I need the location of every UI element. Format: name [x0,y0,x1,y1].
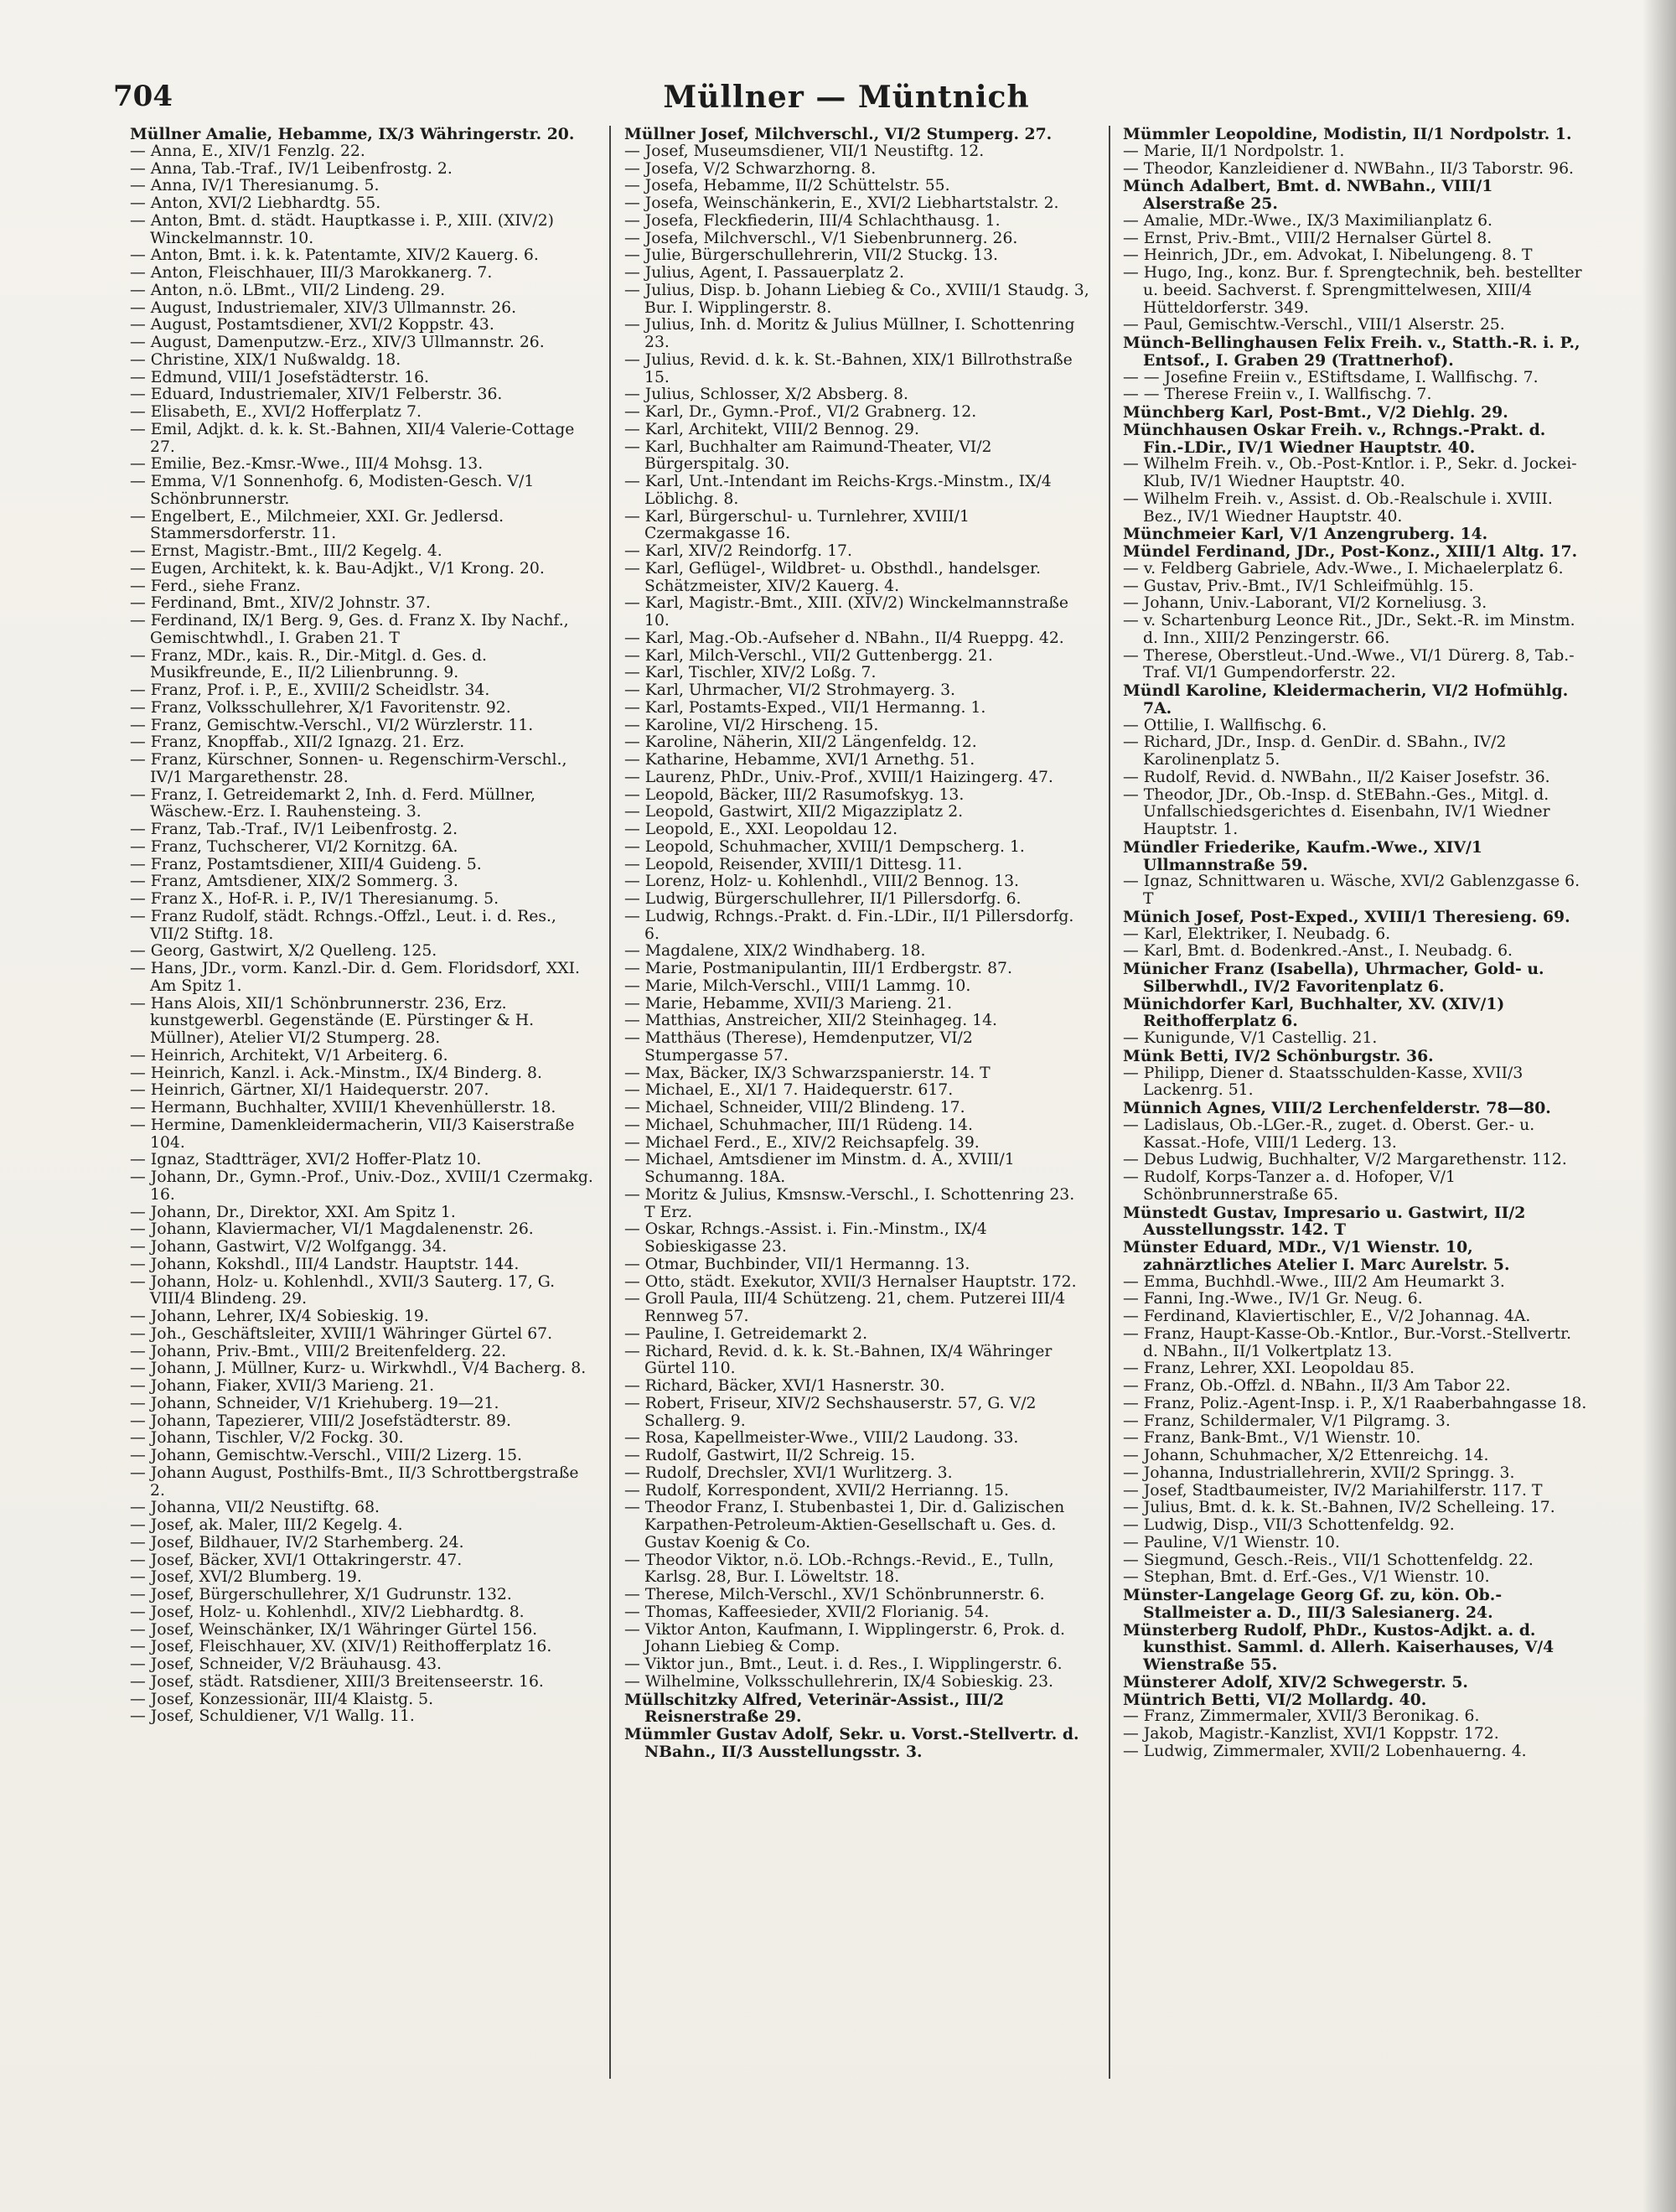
directory-entry: — Josef, Museumsdiener, VII/1 Neustiftg. 12. [624,142,985,160]
directory-entry: — Ludwig, Disp., VII/3 Schottenfeldg. 92. [1123,1516,1455,1534]
directory-entry: — Josef, ak. Maler, III/2 Kegelg. 4. [130,1516,403,1534]
directory-entry: — Ludwig, Zimmermaler, XVII/2 Lobenhauerng. 4. [1123,1742,1527,1760]
directory-entry: — Karl, Unt.-Intendant im Reichs-Krgs.-Minstm., IX/4 Löblichg. 8. [624,473,1052,508]
directory-entry: — Rosa, Kapellmeister-Wwe., VIII/2 Laudong. 33. [624,1429,1019,1448]
directory-entry: — Wilhelm Freih. v., Assist. d. Ob.-Realschule i. XVIII. Bez., IV/1 Wiedner Hauptstr. 40. [1123,490,1553,526]
directory-surname-entry: Münicher Franz (Isabella), Uhrmacher, Gold- u. Silberwhdl., IV/2 Favoritenplatz 6. [1123,960,1544,996]
directory-entry: — Robert, Friseur, XIV/2 Sechshauserstr. 57, G. V/2 Schallerg. 9. [624,1394,1037,1430]
directory-entry: — Julius, Bmt. d. k. k. St.-Bahnen, IV/2 Schelleing. 17. [1123,1499,1555,1517]
directory-entry: — Karl, XIV/2 Reindorfg. 17. [624,542,852,560]
directory-entry: — Julius, Inh. d. Moritz & Julius Müllner, I. Schottenring 23. [624,316,1075,351]
directory-entry: — Fanni, Ing.-Wwe., IV/1 Gr. Neug. 6. [1123,1290,1423,1308]
directory-surname-entry: Münster-Langelage Georg Gf. zu, kön. Ob.-Stallmeister a. D., III/3 Salesianerg. 24. [1123,1586,1503,1622]
directory-entry: — Marie, Postmanipulantin, III/1 Erdbergstr. 87. [624,960,1012,977]
directory-entry: — Otto, städt. Exekutor, XVII/3 Hernalser Hauptstr. 172. [624,1272,1077,1291]
directory-entry: — Rudolf, Korps-Tanzer a. d. Hofoper, V/1 Schönbrunnerstraße 65. [1123,1168,1456,1204]
directory-entry: — Theodor, JDr., Ob.-Insp. d. StEBahn.-Ges., Mitgl. d. Unfallschiedsgerichtes d. Eisenbahn, IV/1 Wiedner Hauptstr. 1. [1123,785,1550,838]
directory-entry: — Franz, Tab.-Traf., IV/1 Leibenfrostg. 2. [130,821,458,838]
directory-surname-entry: Münchhausen Oskar Freih. v., Rchngs.-Prakt. d. Fin.-LDir., IV/1 Wiedner Hauptstr. 40. [1123,420,1546,457]
directory-entry: — Franz, Ob.-Offzl. d. NBahn., II/3 Am Tabor 22. [1123,1377,1511,1395]
directory-entry: — Johann, Kokshdl., III/4 Landstr. Hauptstr. 144. [130,1255,520,1273]
directory-surname-entry: Müllner Amalie, Hebamme, IX/3 Währingerstr. 20. [130,126,575,143]
directory-entry: — Josef, Schneider, V/2 Bräuhausg. 43. [130,1655,442,1673]
directory-entry: — Karoline, Näherin, XII/2 Längenfeldg. 12. [624,733,977,752]
directory-entry: — Josef, Stadtbaumeister, IV/2 Mariahilferstr. 117. T [1123,1481,1543,1500]
directory-entry: — Leopold, Bäcker, III/2 Rasumofskyg. 13. [624,785,965,804]
directory-entry: — Richard, Bäcker, XVI/1 Hasnerstr. 30. [624,1377,945,1395]
directory-entry: — Anna, Tab.-Traf., IV/1 Leibenfrostg. 2. [130,159,453,178]
directory-entry: — Ottilie, I. Wallfischg. 6. [1123,716,1327,734]
directory-entry: — Josef, XVI/2 Blumberg. 19. [130,1568,362,1587]
directory-surname-entry: Münch Adalbert, Bmt. d. NWBahn., VIII/1 Alserstraße 25. [1123,177,1493,213]
directory-entry: — Michael Ferd., E., XIV/2 Reichsapfelg. 39. [624,1133,980,1152]
directory-entry: — Franz, Lehrer, XXI. Leopoldau 85. [1123,1360,1415,1378]
directory-entry: — Pauline, I. Getreidemarkt 2. [624,1324,868,1343]
directory-entry: — Rudolf, Drechsler, XVI/1 Wurlitzerg. 3. [624,1463,953,1482]
directory-entry: — Amalie, MDr.-Wwe., IX/3 Maximilianplatz 6. [1123,211,1493,230]
page-header [113,80,1580,122]
directory-entry: — Julius, Revid. d. k. k. St.-Bahnen, XIX/1 Billrothstraße 15. [624,350,1073,386]
directory-entry: — Julius, Agent, I. Passauerplatz 2. [624,264,904,282]
directory-entry: — Rudolf, Gastwirt, II/2 Schreig. 15. [624,1447,915,1464]
directory-entry: — Karl, Postamts-Exped., VII/1 Hermanng. 1. [624,698,986,717]
directory-entry: — Johann, Dr., Direktor, XXI. Am Spitz 1. [130,1203,456,1221]
directory-entry: — Viktor Anton, Kaufmann, I. Wipplingerstr. 6, Prok. d. Johann Liebieg & Comp. [624,1620,1065,1656]
directory-entry: — Eugen, Architekt, k. k. Bau-Adjkt., V/1 Krong. 20. [130,559,545,578]
directory-entry: — Heinrich, Gärtner, XI/1 Haidequerstr. 207. [130,1081,489,1100]
directory-entry: — Johann, Gemischtw.-Verschl., VIII/2 Lizerg. 15. [130,1447,523,1464]
directory-entry: — Karl, Bürgerschul- u. Turnlehrer, XVIII/1 Czermakgasse 16. [624,507,970,543]
directory-entry: — Leopold, Schuhmacher, XVIII/1 Dempscherg. 1. [624,837,1025,856]
directory-entry: — Franz, Knopffab., XII/2 Ignazg. 21. Erz. [130,733,465,752]
directory-surname-entry: Mümmler Gustav Adolf, Sekr. u. Vorst.-Stellvertr. d. NBahn., II/3 Ausstellungsstr. 3. [624,1725,1079,1761]
directory-entry: — Anton, XVI/2 Liebhardtg. 55. [130,194,381,212]
directory-entry: — Groll Paula, III/4 Schützeng. 21, chem. Putzerei III/4 Rennweg 57. [624,1290,1066,1325]
directory-surname-entry: Mündel Ferdinand, JDr., Post-Konz., XIII/1 Altg. 17. [1123,542,1578,561]
directory-entry: — Josefa, V/2 Schwarzhorng. 8. [624,159,877,178]
directory-entry: — Ladislaus, Ob.-LGer.-R., zuget. d. Oberst. Ger.- u. Kassat.-Hofe, VIII/1 Lederg. 13. [1123,1116,1535,1152]
directory-entry: — Karl, Magistr.-Bmt., XIII. (XIV/2) Winckelmannstraße 10. [624,594,1068,629]
directory-entry: — Josefa, Fleckfiederin, III/4 Schlachthausg. 1. [624,211,1001,230]
directory-entry: — Thomas, Kaffeesieder, XVII/2 Florianig. 54. [624,1603,990,1621]
directory-entry: — Franz, Volksschullehrer, X/1 Favoritenstr. 92. [130,698,511,717]
directory-surname-entry: Müllschitzky Alfred, Veterinär-Assist., III/2 Reisnerstraße 29. [624,1690,1005,1727]
directory-entry: — Richard, JDr., Insp. d. GenDir. d. SBahn., IV/2 Karolinenplatz 5. [1123,733,1507,769]
directory-entry: — Richard, Revid. d. k. k. St.-Bahnen, IX/4 Währinger Gürtel 110. [624,1342,1053,1378]
directory-entry: — Oskar, Rchngs.-Assist. i. Fin.-Minstm., IX/4 Sobieskigasse 23. [624,1220,987,1256]
directory-entry: — Emil, Adjkt. d. k. k. St.-Bahnen, XII/4 Valerie-Cottage 27. [130,420,575,456]
directory-entry: — Johann, Dr., Gymn.-Prof., Univ.-Doz., XVIII/1 Czermakg. 16. [130,1168,593,1204]
directory-entry: — v. Feldberg Gabriele, Adv.-Wwe., I. Michaelerplatz 6. [1123,559,1564,578]
column-divider [609,126,611,2079]
directory-entry: — — Therese Freiin v., I. Wallfischg. 7. [1123,386,1432,404]
directory-entry: — Julius, Disp. b. Johann Liebieg & Co., XVIII/1 Staudg. 3, Bur. I. Wipplingerstr. 8. [624,281,1089,317]
directory-entry: — Wilhelmine, Volksschullehrerin, IX/4 Sobieskig. 23. [624,1672,1053,1691]
directory-surname-entry: Müntrich Betti, VI/2 Mollardg. 40. [1123,1690,1427,1709]
directory-entry: — Franz, Tuchscherer, VI/2 Kornitzg. 6A. [130,837,458,856]
directory-surname-entry: Mündl Karoline, Kleidermacherin, VI/2 Hofmühlg. 7A. [1123,681,1569,717]
directory-entry: — Anton, Fleischhauer, III/3 Marokkanerg. 7. [130,264,493,282]
directory-entry: — Wilhelm Freih. v., Ob.-Post-Kntlor. i. P., Sekr. d. Jockei-Klub, IV/1 Wiedner Hauptstr. 40. [1123,455,1577,490]
directory-entry: — Karl, Elektriker, I. Neubadg. 6. [1123,925,1391,943]
column-3 [1123,126,1588,2095]
directory-entry: — Karl, Mag.-Ob.-Aufseher d. NBahn., II/4 Rueppg. 42. [624,629,1064,647]
directory-entry: — Rudolf, Korrespondent, XVII/2 Herrianng. 15. [624,1481,1009,1500]
scan-edge-shadow [1642,0,1676,2212]
directory-columns [130,126,1596,2095]
directory-entry: — Elisabeth, E., XVI/2 Hofferplatz 7. [130,403,422,421]
directory-entry: — Hugo, Ing., konz. Bur. f. Sprengtechnik, beh. bestellter u. beeid. Sachverst. f. Sprengmittelwesen, XIII/4 Hütteldorferstr. 349. [1123,264,1582,317]
directory-entry: — August, Damenputzw.-Erz., XIV/3 Ullmannstr. 26. [130,334,545,351]
directory-entry: — August, Industriemaler, XIV/3 Ullmannstr. 26. [130,298,517,317]
directory-entry: — Debus Ludwig, Buchhalter, V/2 Margarethenstr. 112. [1123,1151,1567,1169]
directory-entry: — Michael, E., XI/1 7. Haidequerstr. 617. [624,1081,954,1100]
directory-entry: — Johann, Schneider, V/1 Kriehuberg. 19—21. [130,1394,499,1412]
directory-entry: — Pauline, V/1 Wienstr. 10. [1123,1533,1340,1552]
directory-entry: — v. Schartenburg Leonce Rit., JDr., Sekt.-R. im Minstm. d. Inn., XIII/2 Penzingerstr. 66. [1123,612,1575,647]
directory-entry: — Anna, E., XIV/1 Fenzlg. 22. [130,142,365,160]
running-head: Müllner — Müntnich [663,80,1030,115]
directory-entry: — Eduard, Industriemaler, XIV/1 Felberstr. 36. [130,386,503,404]
directory-surname-entry: Müllner Josef, Milchverschl., VI/2 Stumperg. 27. [624,126,1053,143]
column-2 [624,126,1089,2095]
directory-entry: — Engelbert, E., Milchmeier, XXI. Gr. Jedlersd. Stammersdorferstr. 11. [130,507,504,543]
directory-entry: — Jakob, Magistr.-Kanzlist, XVI/1 Koppstr. 172. [1123,1725,1499,1743]
directory-entry: — Karl, Dr., Gymn.-Prof., VI/2 Grabnerg. 12. [624,403,977,421]
directory-entry: — Stephan, Bmt. d. Erf.-Ges., V/1 Wienstr. 10. [1123,1568,1490,1587]
directory-entry: — Johann, Univ.-Laborant, VI/2 Korneliusg. 3. [1123,594,1487,613]
directory-entry: — Leopold, Reisender, XVIII/1 Dittesg. 11. [624,855,963,873]
directory-entry: — Franz, Amtsdiener, XIX/2 Sommerg. 3. [130,873,458,891]
directory-entry: — Johann, Priv.-Bmt., VIII/2 Breitenfelderg. 22. [130,1342,507,1360]
directory-entry: — Georg, Gastwirt, X/2 Quelleng. 125. [130,942,437,961]
directory-entry: — Johann, Fiaker, XVII/3 Marieng. 21. [130,1377,435,1395]
directory-surname-entry: Münsterberg Rudolf, PhDr., Kustos-Adjkt. a. d. kunsthist. Samml. d. Allerh. Kaiserhauses, V/4 Wienstraße 55. [1123,1620,1554,1674]
directory-entry: — Johann, Tapezierer, VIII/2 Josefstädterstr. 89. [130,1412,511,1430]
directory-entry: — Julius, Schlosser, X/2 Absberg. 8. [624,386,908,404]
directory-entry: — Anton, Bmt. i. k. k. Patentamte, XIV/2 Kauerg. 6. [130,246,539,265]
directory-entry: — Hans Alois, XII/1 Schönbrunnerstr. 236, Erz. kunstgewerbl. Gegenstände (E. Pürstinger & H. Müllner), Atelier VI/2 Stumperg. 28. [130,994,535,1047]
directory-entry: — Lorenz, Holz- u. Kohlenhdl., VIII/2 Bennog. 13. [624,873,1019,891]
directory-surname-entry: Münk Betti, IV/2 Schönburgstr. 36. [1123,1046,1434,1065]
directory-entry: — Siegmund, Gesch.-Reis., VII/1 Schottenfeldg. 22. [1123,1551,1534,1569]
directory-entry: — — Josefine Freiin v., EStiftsdame, I. Wallfischg. 7. [1123,368,1539,386]
directory-surname-entry: Münster Eduard, MDr., V/1 Wienstr. 10, zahnärztliches Atelier I. Marc Aurelstr. 5. [1123,1238,1510,1274]
directory-entry: — Anton, Bmt. d. städt. Hauptkasse i. P., XIII. (XIV/2) Winckelmannstr. 10. [130,211,554,247]
directory-entry: — Philipp, Diener d. Staatsschulden-Kasse, XVII/3 Lackenrg. 51. [1123,1064,1523,1100]
directory-entry: — Franz, Kürschner, Sonnen- u. Regenschirm-Verschl., IV/1 Margarethenstr. 28. [130,751,567,786]
directory-entry: — Johann August, Posthilfs-Bmt., II/3 Schrottbergstraße 2. [130,1463,579,1500]
directory-entry: — Ignaz, Stadtträger, XVI/2 Hoffer-Platz 10. [130,1151,482,1169]
directory-entry: — Emilie, Bez.-Kmsr.-Wwe., III/4 Mohsg. 13. [130,455,484,474]
directory-surname-entry: Münchmeier Karl, V/1 Anzengruberg. 14. [1123,525,1488,544]
directory-entry: — Hans, JDr., vorm. Kanzl.-Dir. d. Gem. Floridsdorf, XXI. Am Spitz 1. [130,960,580,995]
directory-entry: — Franz X., Hof-R. i. P., IV/1 Theresianumg. 5. [130,890,499,908]
directory-entry: — Ernst, Priv.-Bmt., VIII/2 Hernalser Gürtel 8. [1123,229,1492,247]
directory-entry: — Heinrich, Architekt, V/1 Arbeiterg. 6. [130,1046,448,1065]
column-divider [1109,126,1110,2079]
directory-entry: — Franz, Postamtsdiener, XIII/4 Guideng. 5. [130,855,482,873]
directory-entry: — Karl, Milch-Verschl., VII/2 Guttenbergg. 21. [624,646,993,665]
directory-entry: — Christine, XIX/1 Nußwaldg. 18. [130,350,401,369]
directory-entry: — Ferdinand, Bmt., XIV/2 Johnstr. 37. [130,594,431,613]
directory-entry: — Hermine, Damenkleidermacherin, VII/3 Kaiserstraße 104. [130,1116,575,1152]
directory-entry: — Julie, Bürgerschullehrerin, VII/2 Stuckg. 13. [624,246,999,265]
directory-entry: — Johanna, Industriallehrerin, XVII/2 Springg. 3. [1123,1463,1515,1482]
directory-entry: — Josef, Schuldiener, V/1 Wallg. 11. [130,1707,415,1726]
directory-entry: — Ludwig, Bürgerschullehrer, II/1 Pillersdorfg. 6. [624,890,1022,908]
directory-entry: — Viktor jun., Bmt., Leut. i. d. Res., I. Wipplingerstr. 6. [624,1655,1063,1673]
directory-entry: — Johanna, VII/2 Neustiftg. 68. [130,1499,380,1517]
directory-entry: — Johann, Holz- u. Kohlenhdl., XVII/3 Sauterg. 17, G. VIII/4 Blindeng. 29. [130,1272,556,1308]
directory-entry: — Marie, Hebamme, XVII/3 Marieng. 21. [624,994,953,1013]
directory-entry: — Franz, Haupt-Kasse-Ob.-Kntlor., Bur.-Vorst.-Stellvertr. d. NBahn., II/1 Volkertplatz 13. [1123,1324,1572,1360]
directory-entry: — Paul, Gemischtw.-Verschl., VIII/1 Alserstr. 25. [1123,316,1505,334]
directory-entry: — Josef, Holz- u. Kohlenhdl., XIV/2 Liebhardtg. 8. [130,1603,525,1621]
directory-entry: — Ernst, Magistr.-Bmt., III/2 Kegelg. 4. [130,542,442,560]
directory-entry: — Theodor, Kanzleidiener d. NWBahn., II/3 Taborstr. 96. [1123,159,1574,178]
directory-entry: — Joh., Geschäftsleiter, XVIII/1 Währinger Gürtel 67. [130,1324,553,1343]
directory-entry: — Laurenz, PhDr., Univ.-Prof., XVIII/1 Haizingerg. 47. [624,768,1053,786]
directory-entry: — Karl, Architekt, VIII/2 Bennog. 29. [624,420,919,438]
directory-entry: — Johann, Lehrer, IX/4 Sobieskig. 19. [130,1308,429,1325]
directory-entry: — Michael, Amtsdiener im Minstm. d. A., XVIII/1 Schumanng. 18A. [624,1151,1015,1186]
directory-entry: — Johann, J. Müllner, Kurz- u. Wirkwhdl., V/4 Bacherg. 8. [130,1360,587,1378]
directory-entry: — Ludwig, Rchngs.-Prakt. d. Fin.-LDir., II/1 Pillersdorfg. 6. [624,907,1074,943]
directory-entry: — Johann, Klaviermacher, VI/1 Magdalenenstr. 26. [130,1220,534,1239]
directory-entry: — Josef, Bäcker, XVI/1 Ottakringerstr. 47. [130,1551,463,1569]
directory-entry: — Kunigunde, V/1 Castellig. 21. [1123,1029,1378,1047]
directory-entry: — Josefa, Weinschänkerin, E., XVI/2 Liebhartstalstr. 2. [624,194,1059,212]
directory-entry: — Therese, Milch-Verschl., XV/1 Schönbrunnerstr. 6. [624,1586,1045,1603]
directory-entry: — Karl, Geflügel-, Wildbret- u. Obsthdl., handelsger. Schätzmeister, XIV/2 Kauerg. 4. [624,559,1041,595]
directory-entry: — Franz, I. Getreidemarkt 2, Inh. d. Ferd. Müllner, Wäschew.-Erz. I. Rauhensteing. 3. [130,785,535,821]
directory-entry: — Anton, n.ö. LBmt., VII/2 Lindeng. 29. [130,281,446,299]
directory-entry: — Marie, Milch-Verschl., VIII/1 Lammg. 10. [624,976,971,995]
directory-entry: — Edmund, VIII/1 Josefstädterstr. 16. [130,368,430,386]
directory-entry: — Ignaz, Schnittwaren u. Wäsche, XVI/2 Gablenzgasse 6. T [1123,873,1580,908]
directory-entry: — Ferd., siehe Franz. [130,577,301,595]
directory-surname-entry: Münch-Bellinghausen Felix Freih. v., Statth.-R. i. P., Entsof., I. Graben 29 (Trattnerhof). [1123,334,1580,370]
directory-entry: — Karl, Uhrmacher, VI/2 Strohmayerg. 3. [624,681,956,699]
directory-entry: — Leopold, Gastwirt, XII/2 Migazziplatz 2. [624,803,964,821]
directory-entry: — Franz, Schildermaler, V/1 Pilgramg. 3. [1123,1412,1451,1430]
directory-entry: — Matthias, Anstreicher, XII/2 Steinhageg. 14. [624,1012,998,1030]
directory-surname-entry: Münsterer Adolf, XIV/2 Schwegerstr. 5. [1123,1672,1468,1691]
directory-entry: — Therese, Oberstleut.-Und.-Wwe., VI/1 Dürerg. 8, Tab.-Traf. VI/1 Gumpendorferstr. 22. [1123,646,1575,682]
directory-entry: — Ferdinand, IX/1 Berg. 9, Ges. d. Franz X. Iby Nachf., Gemischtwhdl., I. Graben 21. T [130,612,569,647]
directory-entry: — Josef, Bürgerschullehrer, X/1 Gudrunstr. 132. [130,1586,512,1603]
directory-entry: — Johann, Gastwirt, V/2 Wolfgangg. 34. [130,1238,447,1256]
directory-entry: — Marie, II/1 Nordpolstr. 1. [1123,142,1345,160]
directory-entry: — Heinrich, JDr., em. Advokat, I. Nibelungeng. 8. T [1123,246,1533,265]
directory-entry: — Franz Rudolf, städt. Rchngs.-Offzl., Leut. i. d. Res., VII/2 Stiftg. 18. [130,907,556,943]
directory-surname-entry: Münnich Agnes, VIII/2 Lerchenfelderstr. 78—80. [1123,1099,1551,1117]
directory-entry: — Gustav, Priv.-Bmt., IV/1 Schleifmühlg. 15. [1123,577,1474,595]
directory-entry: — Katharine, Hebamme, XVI/1 Arnethg. 51. [624,751,975,769]
directory-surname-entry: Münchberg Karl, Post-Bmt., V/2 Diehlg. 29. [1123,403,1508,422]
directory-entry: — Hermann, Buchhalter, XVIII/1 Khevenhüllerstr. 18. [130,1099,556,1116]
directory-entry: — Emma, V/1 Sonnenhofg. 6, Modisten-Gesch. V/1 Schönbrunnerstr. [130,473,535,508]
directory-entry: — Franz, Zimmermaler, XVII/3 Beronikag. 6. [1123,1707,1480,1726]
directory-entry: — Johann, Tischler, V/2 Fockg. 30. [130,1429,404,1448]
directory-entry: — Anna, IV/1 Theresianumg. 5. [130,177,380,195]
directory-entry: — Franz, Gemischtw.-Verschl., VI/2 Würzlerstr. 11. [130,716,534,734]
directory-surname-entry: Mündler Friederike, Kaufm.-Wwe., XIV/1 Ullmannstraße 59. [1123,837,1482,874]
directory-entry: — Josef, Konzessionär, III/4 Klaistg. 5. [130,1690,434,1708]
directory-surname-entry: Münstedt Gustav, Impresario u. Gastwirt, II/2 Ausstellungsstr. 142. T [1123,1203,1526,1240]
directory-entry: — Franz, MDr., kais. R., Dir.-Mitgl. d. Ges. d. Musikfreunde, E., II/2 Lilienbrunng. 9. [130,646,487,682]
directory-entry: — Heinrich, Kanzl. i. Ack.-Minstm., IX/4 Binderg. 8. [130,1064,542,1082]
directory-surname-entry: Mümmler Leopoldine, Modistin, II/1 Nordpolstr. 1. [1123,126,1572,143]
directory-entry: — Franz, Bank-Bmt., V/1 Wienstr. 10. [1123,1429,1421,1448]
directory-entry: — Karl, Buchhalter am Raimund-Theater, VI/2 Bürgerspitalg. 30. [624,438,992,474]
directory-entry: — Theodor Franz, I. Stubenbastei 1, Dir. d. Galizischen Karpathen-Petroleum-Aktien-Gesellschaft u. Ges. d. Gustav Koenig & Co. [624,1499,1065,1552]
directory-surname-entry: Münich Josef, Post-Exped., XVIII/1 Theresieng. 69. [1123,907,1570,926]
directory-surname-entry: Münichdorfer Karl, Buchhalter, XV. (XIV/1) Reithofferplatz 6. [1123,994,1505,1031]
directory-entry: — Matthäus (Therese), Hemdenputzer, VI/2 Stumpergasse 57. [624,1029,973,1065]
directory-entry: — Rudolf, Revid. d. NWBahn., II/2 Kaiser Josefstr. 36. [1123,768,1550,786]
directory-entry: — Theodor Viktor, n.ö. LOb.-Rchngs.-Revid., E., Tulln, Karlsg. 28, Bur. I. Löweltstr. 18. [624,1551,1054,1587]
directory-entry: — Max, Bäcker, IX/3 Schwarzspanierstr. 14. T [624,1064,991,1082]
directory-entry: — Moritz & Julius, Kmsnsw.-Verschl., I. Schottenring 23. T Erz. [624,1185,1075,1221]
directory-entry: — Johann, Schuhmacher, X/2 Ettenreichg. 14. [1123,1447,1489,1464]
directory-entry: — Josef, städt. Ratsdiener, XIII/3 Breitenseerstr. 16. [130,1672,544,1691]
directory-entry: — Otmar, Buchbinder, VII/1 Hermanng. 13. [624,1255,970,1273]
directory-entry: — Karoline, VI/2 Hirscheng. 15. [624,716,879,734]
directory-entry: — Josefa, Milchverschl., V/1 Siebenbrunnerg. 26. [624,229,1018,247]
directory-entry: — Josef, Fleischhauer, XV. (XIV/1) Reithofferplatz 16. [130,1638,552,1656]
directory-entry: — Michael, Schneider, VIII/2 Blindeng. 17. [624,1099,965,1116]
directory-entry: — Karl, Bmt. d. Bodenkred.-Anst., I. Neubadg. 6. [1123,942,1513,961]
directory-entry: — Franz, Prof. i. P., E., XVIII/2 Scheidlstr. 34. [130,681,490,699]
directory-entry: — Ferdinand, Klaviertischler, E., V/2 Johannag. 4A. [1123,1308,1531,1325]
column-1 [130,126,595,2095]
directory-entry: — Leopold, E., XXI. Leopoldau 12. [624,821,898,838]
directory-entry: — Karl, Tischler, XIV/2 Loßg. 7. [624,664,877,682]
page-number: 704 [113,80,173,113]
directory-entry: — Josefa, Hebamme, II/2 Schüttelstr. 55. [624,177,950,195]
directory-entry: — Josef, Bildhauer, IV/2 Starhemberg. 24. [130,1533,464,1552]
directory-entry: — Franz, Poliz.-Agent-Insp. i. P., X/1 Raaberbahngasse 18. [1123,1394,1587,1412]
directory-entry: — Michael, Schuhmacher, III/1 Rüdeng. 14. [624,1116,973,1134]
directory-entry: — Josef, Weinschänker, IX/1 Währinger Gürtel 156. [130,1620,538,1639]
directory-entry: — Emma, Buchhdl.-Wwe., III/2 Am Heumarkt 3. [1123,1272,1505,1291]
directory-entry: — Magdalene, XIX/2 Windhaberg. 18. [624,942,926,961]
directory-entry: — August, Postamtsdiener, XVI/2 Koppstr. 43. [130,316,494,334]
